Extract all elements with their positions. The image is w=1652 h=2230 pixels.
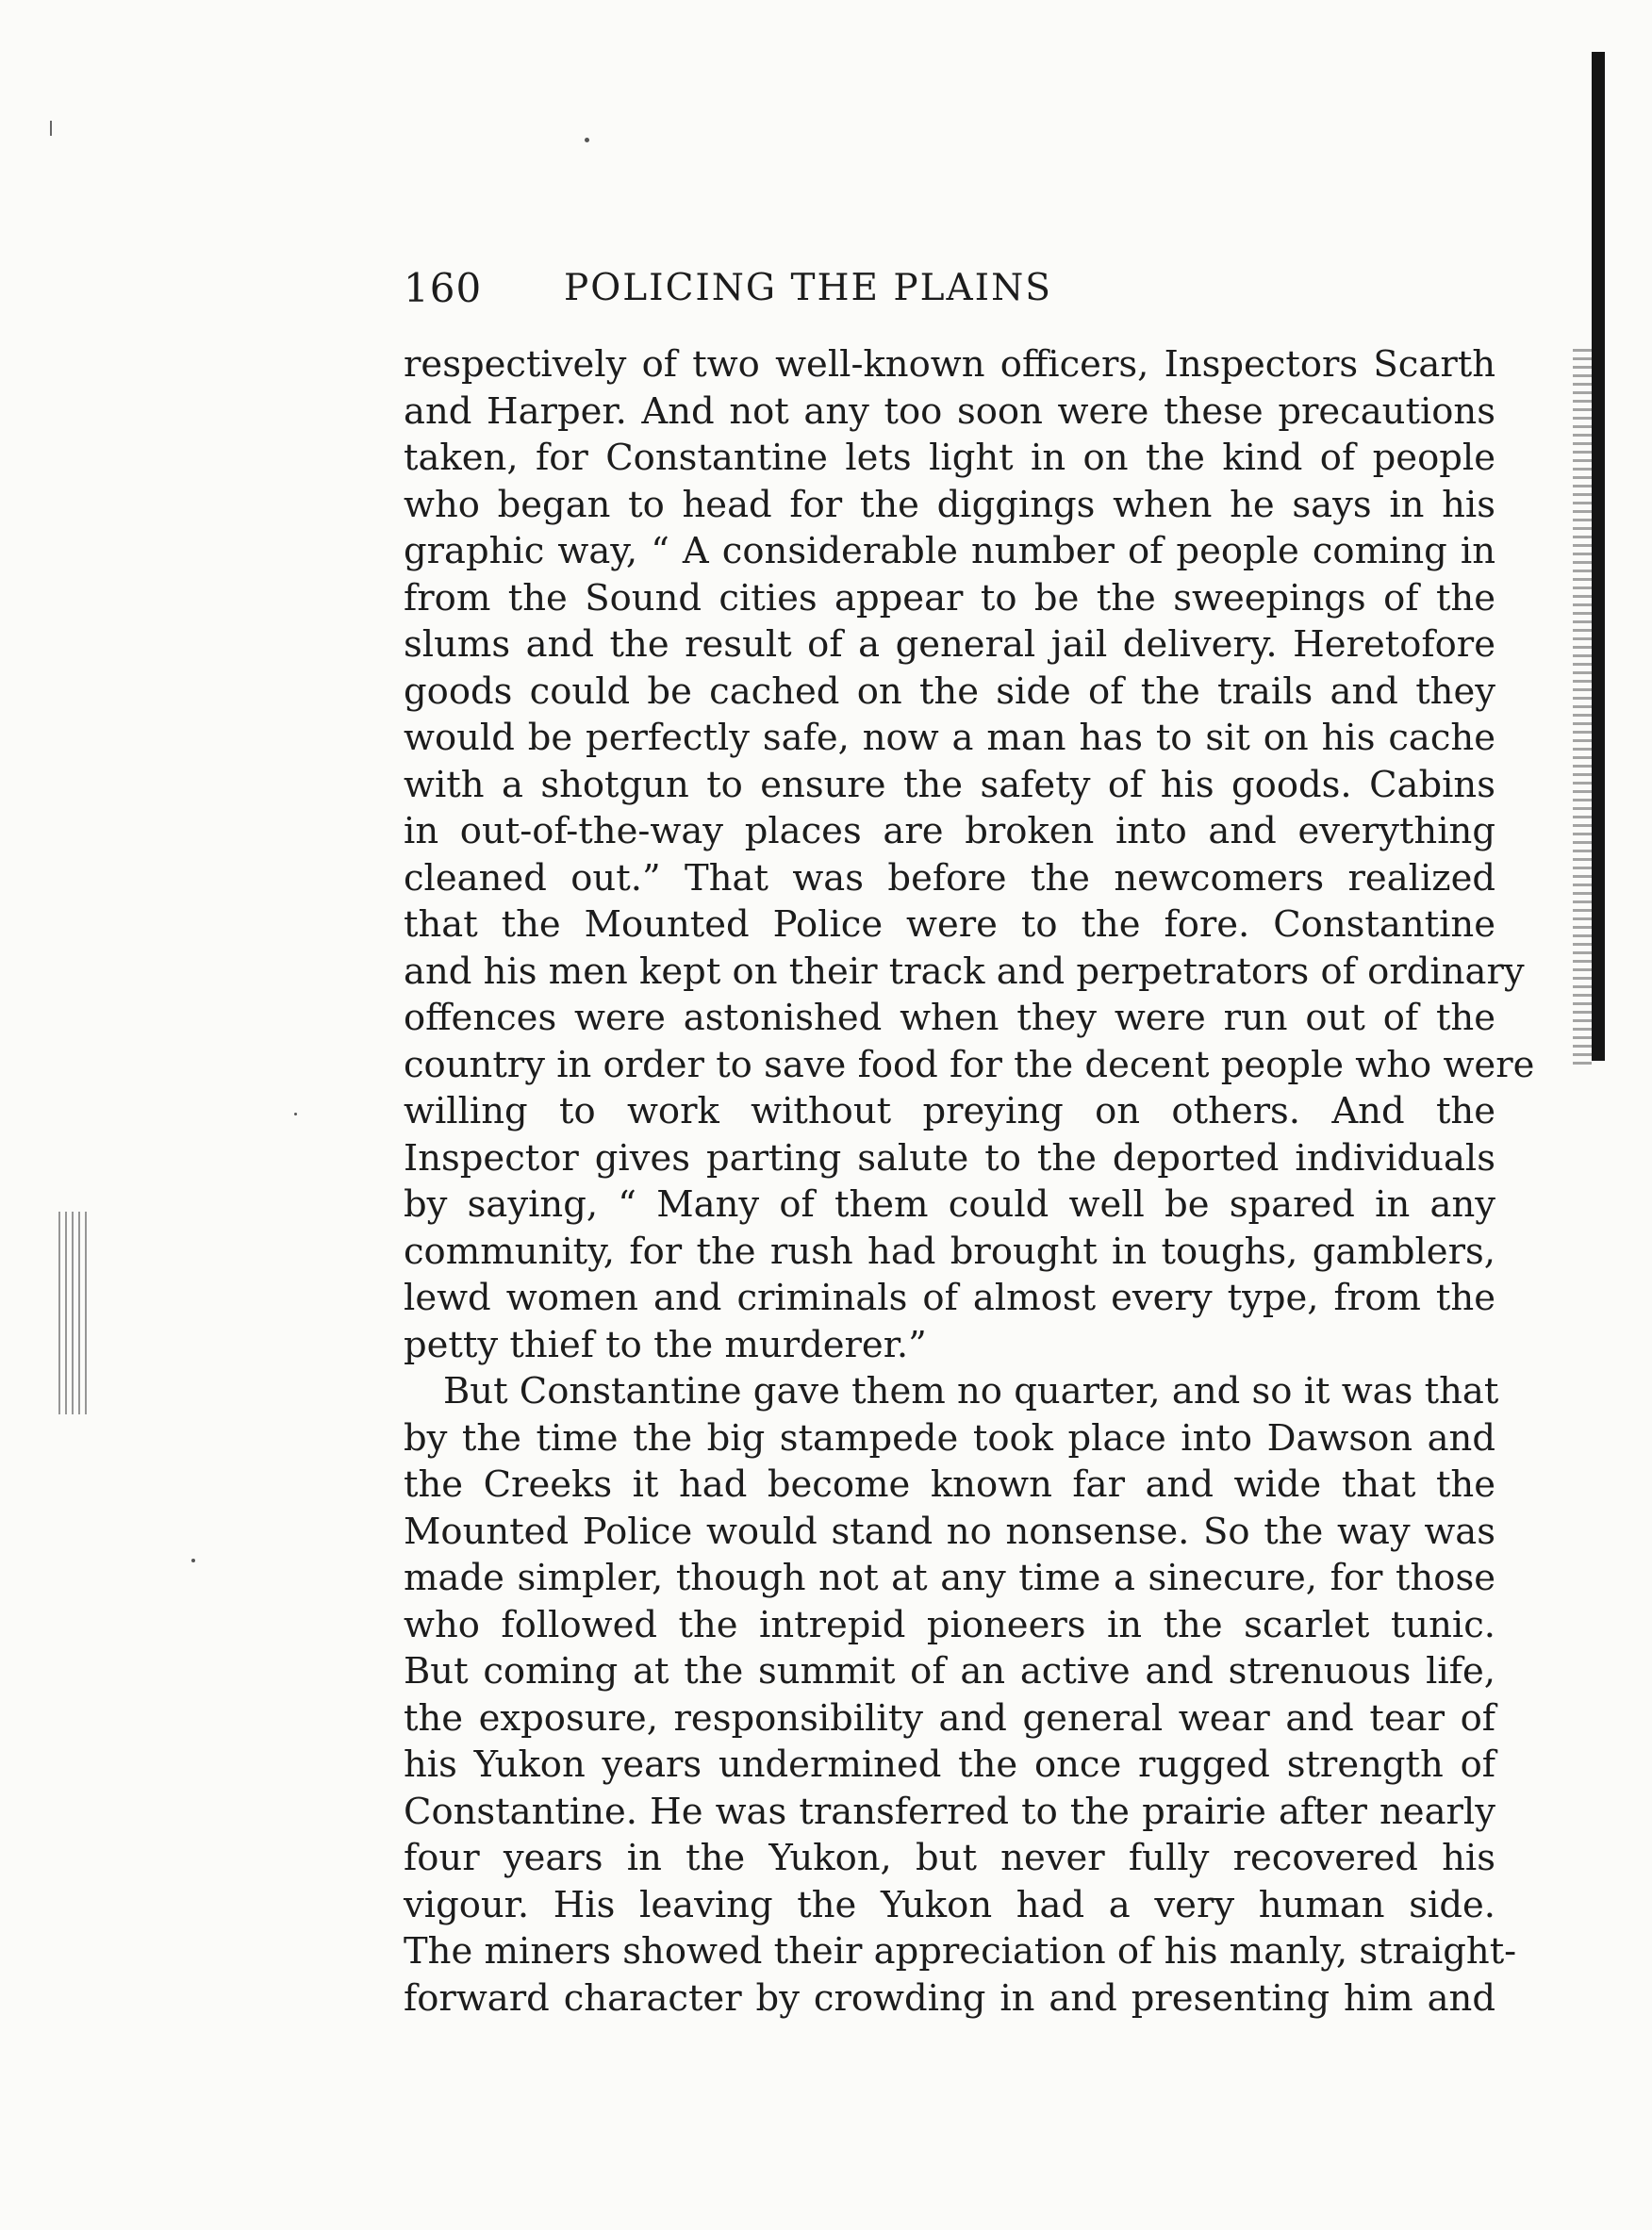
text-line: But Constantine gave them no quarter, and so it was that — [443, 1370, 1499, 1412]
text-line: cleaned out.” That was before the newcomers realized — [404, 856, 1495, 900]
text-line: and Harper. And not any too soon were these precautions — [404, 389, 1495, 433]
text-line: in out-of-the-way places are broken into and everything — [404, 810, 1495, 852]
text-line: willing to work without preying on others. And the — [404, 1090, 1495, 1132]
text-line: respectively of two well-known officers, Inspectors Scarth — [404, 343, 1495, 386]
text-line: from the Sound cities appear to be the sweepings of the — [404, 576, 1495, 619]
scan-speck — [585, 138, 589, 142]
text-line: slums and the result of a general jail delivery. Heretofore — [404, 623, 1495, 666]
text-line: with a shotgun to ensure the safety of his goods. Cabins — [404, 763, 1495, 806]
text-line: Inspector gives parting salute to the deported individuals — [404, 1136, 1495, 1180]
text-line: by saying, “ Many of them could well be spared in any — [404, 1183, 1495, 1226]
paragraph-1 — [404, 341, 1535, 1368]
scan-edge-shadow — [1592, 52, 1605, 1061]
text-line: and his men kept on their track and perpetrators of ordinary — [404, 950, 1525, 993]
text-line: the Creeks it had become known far and wide that the — [404, 1463, 1495, 1506]
text-line: his Yukon years undermined the once rugged strength of — [404, 1743, 1495, 1786]
text-line: forward character by crowding in and presenting him and — [404, 1976, 1495, 2020]
running-title: POLICING THE PLAINS — [564, 267, 1052, 309]
scan-speck — [191, 1559, 195, 1562]
text-line: taken, for Constantine lets light in on the kind of people — [404, 437, 1495, 479]
text-line: that the Mounted Police were to the fore. Constantine — [404, 903, 1495, 946]
text-line: country in order to save food for the decent people who were — [404, 1043, 1535, 1086]
text-line: The miners showed their appreciation of his manly, straight- — [404, 1930, 1517, 1973]
text-line: Mounted Police would stand no nonsense. So the way was — [404, 1510, 1495, 1553]
page-number: 160 — [404, 265, 483, 311]
text-line: goods could be cached on the side of the trails and they — [404, 669, 1495, 713]
scan-speck — [294, 1113, 297, 1115]
text-line: who followed the intrepid pioneers in the scarlet tunic. — [404, 1603, 1495, 1646]
text-line: by the time the big stampede took place into Dawson and — [404, 1416, 1495, 1460]
scan-margin-marks — [58, 1212, 87, 1414]
text-line: graphic way, “ A considerable number of people coming in — [404, 530, 1495, 572]
text-line: vigour. His leaving the Yukon had a very human side. — [404, 1883, 1495, 1926]
body-text — [404, 341, 1535, 2022]
text-line: But coming at the summit of an active and strenuous life, — [404, 1650, 1495, 1693]
text-line: made simpler, though not at any time a sinecure, for those — [404, 1557, 1495, 1599]
page-header — [404, 260, 1213, 317]
scan-edge-fringe — [1573, 349, 1592, 1065]
text-line: community, for the rush had brought in toughs, gamblers, — [404, 1230, 1495, 1273]
paragraph-2 — [404, 1368, 1517, 2022]
text-line: who began to head for the diggings when he says in his — [404, 483, 1495, 526]
text-line: petty thief to the murderer.” — [404, 1323, 927, 1366]
scan-mark — [50, 121, 52, 136]
text-line: lewd women and criminals of almost every type, from the — [404, 1277, 1495, 1319]
text-line: would be perfectly safe, now a man has to sit on his cache — [404, 717, 1495, 759]
text-line: offences were astonished when they were run out of the — [404, 997, 1495, 1039]
text-line: Constantine. He was transferred to the prairie after nearly — [404, 1790, 1495, 1833]
text-line: the exposure, responsibility and general wear and tear of — [404, 1696, 1495, 1740]
text-line: four years in the Yukon, but never fully recovered his — [404, 1837, 1495, 1879]
